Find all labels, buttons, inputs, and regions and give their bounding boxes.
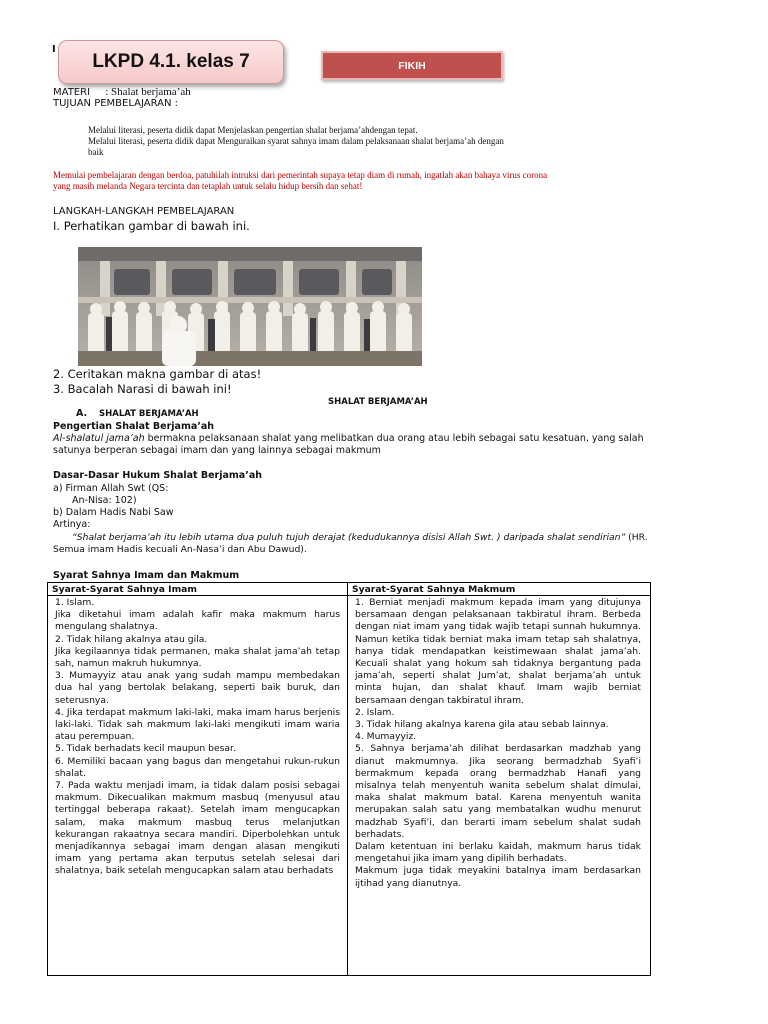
pengertian-term: Al-shalatul jama’ah [53,433,145,444]
worksheet-title-box [58,40,284,84]
narrative-title: SHALAT BERJAMA’AH [328,397,428,407]
goal-1: Melalui literasi, peserta didik dapat Menjelaskan pengertian shalat berjama’ahdengan tepat. [88,125,418,135]
makmum-item: Dalam ketentuan ini berlaku kaidah, makmum harus tidak mengetahui jika imam yang dipilih berhadats. [355,841,641,865]
imam-item: 2. Tidak hilang akalnya atau gila. [55,633,208,645]
makmum-item: 4. Mumayyiz. [355,731,417,743]
syarat-table [47,582,651,976]
imam-item: 5. Tidak berhadats kecil maupun besar. [55,743,236,755]
congregational-prayer-photo [78,247,422,366]
materi-label: MATERI [53,87,91,98]
dasar-a: a) Firman Allah Swt (QS: [53,483,169,494]
imam-conditions [55,597,340,878]
pengertian-text [53,433,644,444]
hadis-quote: “Shalat berjama’ah itu lebih utama dua puluh tujuh derajat (kedudukannya disisi Allah Swt. ) daripada shalat sendirian” [72,532,626,543]
dasar-a-continued: An-Nisa: 102) [72,495,137,506]
notice-line-2: yang masih melanda Negara tercinta dan tetaplah untuk selalu hidup bersih dan sehat! [53,181,363,191]
makmum-item: Makmum juga tidak meyakini batalnya imam berdasarkan ijtihad yang dianutnya. [355,865,641,889]
step-3: 3. Bacalah Narasi di bawah ini! [53,382,232,396]
imam-item: 7. Pada waktu menjadi imam, ia tidak dalam posisi sebagai makmum. Dikecualikan makmum masbuq (menyusul atau tertinggal beberapa rakaat). Setelah imam mengucapkan salam, maka makmum masbuq terus melanjutkan kekurangan rakaatnya secara mandiri. Diperbolehkan untuk menjadikannya sebagai imam dengan alasan mengikuti imam yang pertama akan terputus setelah selesai dari shalatnya, baik setelah mengucapkan salam atau berhadats [55,780,340,877]
subject-badge [321,51,503,80]
table-header-imam: Syarat-Syarat Sahnya Imam [52,584,197,595]
makmum-conditions [355,597,641,890]
imam-item: 6. Memiliki bacaan yang bagus dan mengetahui rukun-rukun shalat. [55,755,340,779]
step-1: I. Perhatikan gambar di bawah ini. [53,219,250,233]
pengertian-text-1: bermakna pelaksanaan shalat yang melibatkan dua orang atau lebih sebagai satu kesatuan, yang salah [144,433,644,444]
makmum-item: 3. Tidak hilang akalnya karena gila atau sebab lainnya. [355,719,609,731]
makmum-item: 5. Sahnya berjama’ah dilihat berdasarkan madzhab yang dianut makmumnya. Jika seorang bermadzhab Syafi’i bermakmum kepada orang bermadzhab Hanafi yang misalnya telah menyentuh wanita sebelum shalat dimulai, maka shalat makmum batal. Karena menyentuh wanita merupakan salah satu yang membatalkan wudhu menurut madzhab Syafi’i, dan berarti imam sebelum shalat sudah berhadats. [355,743,641,840]
tujuan-label: TUJUAN PEMBELAJARAN : [53,98,179,109]
hadis-ref-2: Semua imam Hadis kecuali An-Nasa’i dan Abu Dawud). [53,544,307,555]
table-column-divider [347,583,348,975]
makmum-item: 2. Islam. [355,706,395,718]
syarat-heading: Syarat Sahnya Imam dan Makmum [53,570,240,581]
header-corner-letter: I [52,44,56,55]
goal-2: Melalui literasi, peserta didik dapat Menguraikan syarat sahnya imam dalam pelaksanaan shalat berjama’ah dengan [88,136,504,146]
makmum-item: 1. Berniat menjadi makmum kepada imam yang ditujunya bersamaan dengan pelaksanaan takbiratul ihram. Berbeda dengan niat imam yang tidak wajib tetapi sunnah hukumnya. Namun ketika tidak berniat maka imam tetap sah shalatnya, hanya tidak mendapatkan keistimewaan shalat jama’ah. Kecuali shalat yang hokum sah tidaknya bergantung pada jama’ah, seperti shalat Jum’at, shalat berjama’ah untuk minta hujan, dan shalat khauf. Imam wajib berniat bersamaan dengan takbiratul ihram. [355,597,641,706]
artinya-label: Artinya: [53,519,91,530]
subject-badge-label: FIKIH [398,59,426,72]
pengertian-text-2: satunya berperan sebagai imam dan yang lainnya sebagai makmum [53,445,381,456]
imam-item: 1. Islam. [55,597,95,608]
table-header-makmum: Syarat-Syarat Sahnya Makmum [352,584,516,595]
imam-item: 4. Jika terdapat makmum laki-laki, maka imam harus berjenis laki-laki. Tidak sah makmum laki-laki mengikuti imam waria atau perempuan. [55,706,340,743]
imam-item: Jika diketahui imam adalah kafir maka makmum harus mengulang shalatnya. [55,609,340,633]
section-a-title: SHALAT BERJAMA’AH [99,409,199,419]
goal-2-continued: baik [88,147,104,157]
imam-item: 3. Mumayyiz atau anak yang sudah mampu membedakan dua hal yang bertolak belakang, seperti baik buruk, dan seterusnya. [55,670,340,706]
section-a-marker: A. [76,408,88,419]
hadis-quote-line [72,532,648,543]
notice-line-1: Memulai pembelajaran dengan berdoa, patuhilah intruksi dari pemerintah supaya tetap diam di rumah, ingatlah akan bahaya virus corona [53,170,548,180]
materi-value: : Shalat berjama’ah [105,86,191,98]
pengertian-heading: Pengertian Shalat Berjama’ah [53,421,215,432]
steps-heading: LANGKAH-LANGKAH PEMBELAJARAN [53,206,235,217]
table-header-divider [48,595,650,596]
worksheet-title: LKPD 4.1. kelas 7 [92,51,250,72]
step-2: 2. Ceritakan makna gambar di atas! [53,367,262,381]
dasar-heading: Dasar-Dasar Hukum Shalat Berjama’ah [53,470,263,481]
hadis-ref-1: (HR. [625,532,648,543]
imam-item: Jika kegilaannya tidak permanen, maka shalat jama’ah tetap sah, namun makruh hukumnya. [55,645,340,670]
dasar-b: b) Dalam Hadis Nabi Saw [53,507,174,518]
